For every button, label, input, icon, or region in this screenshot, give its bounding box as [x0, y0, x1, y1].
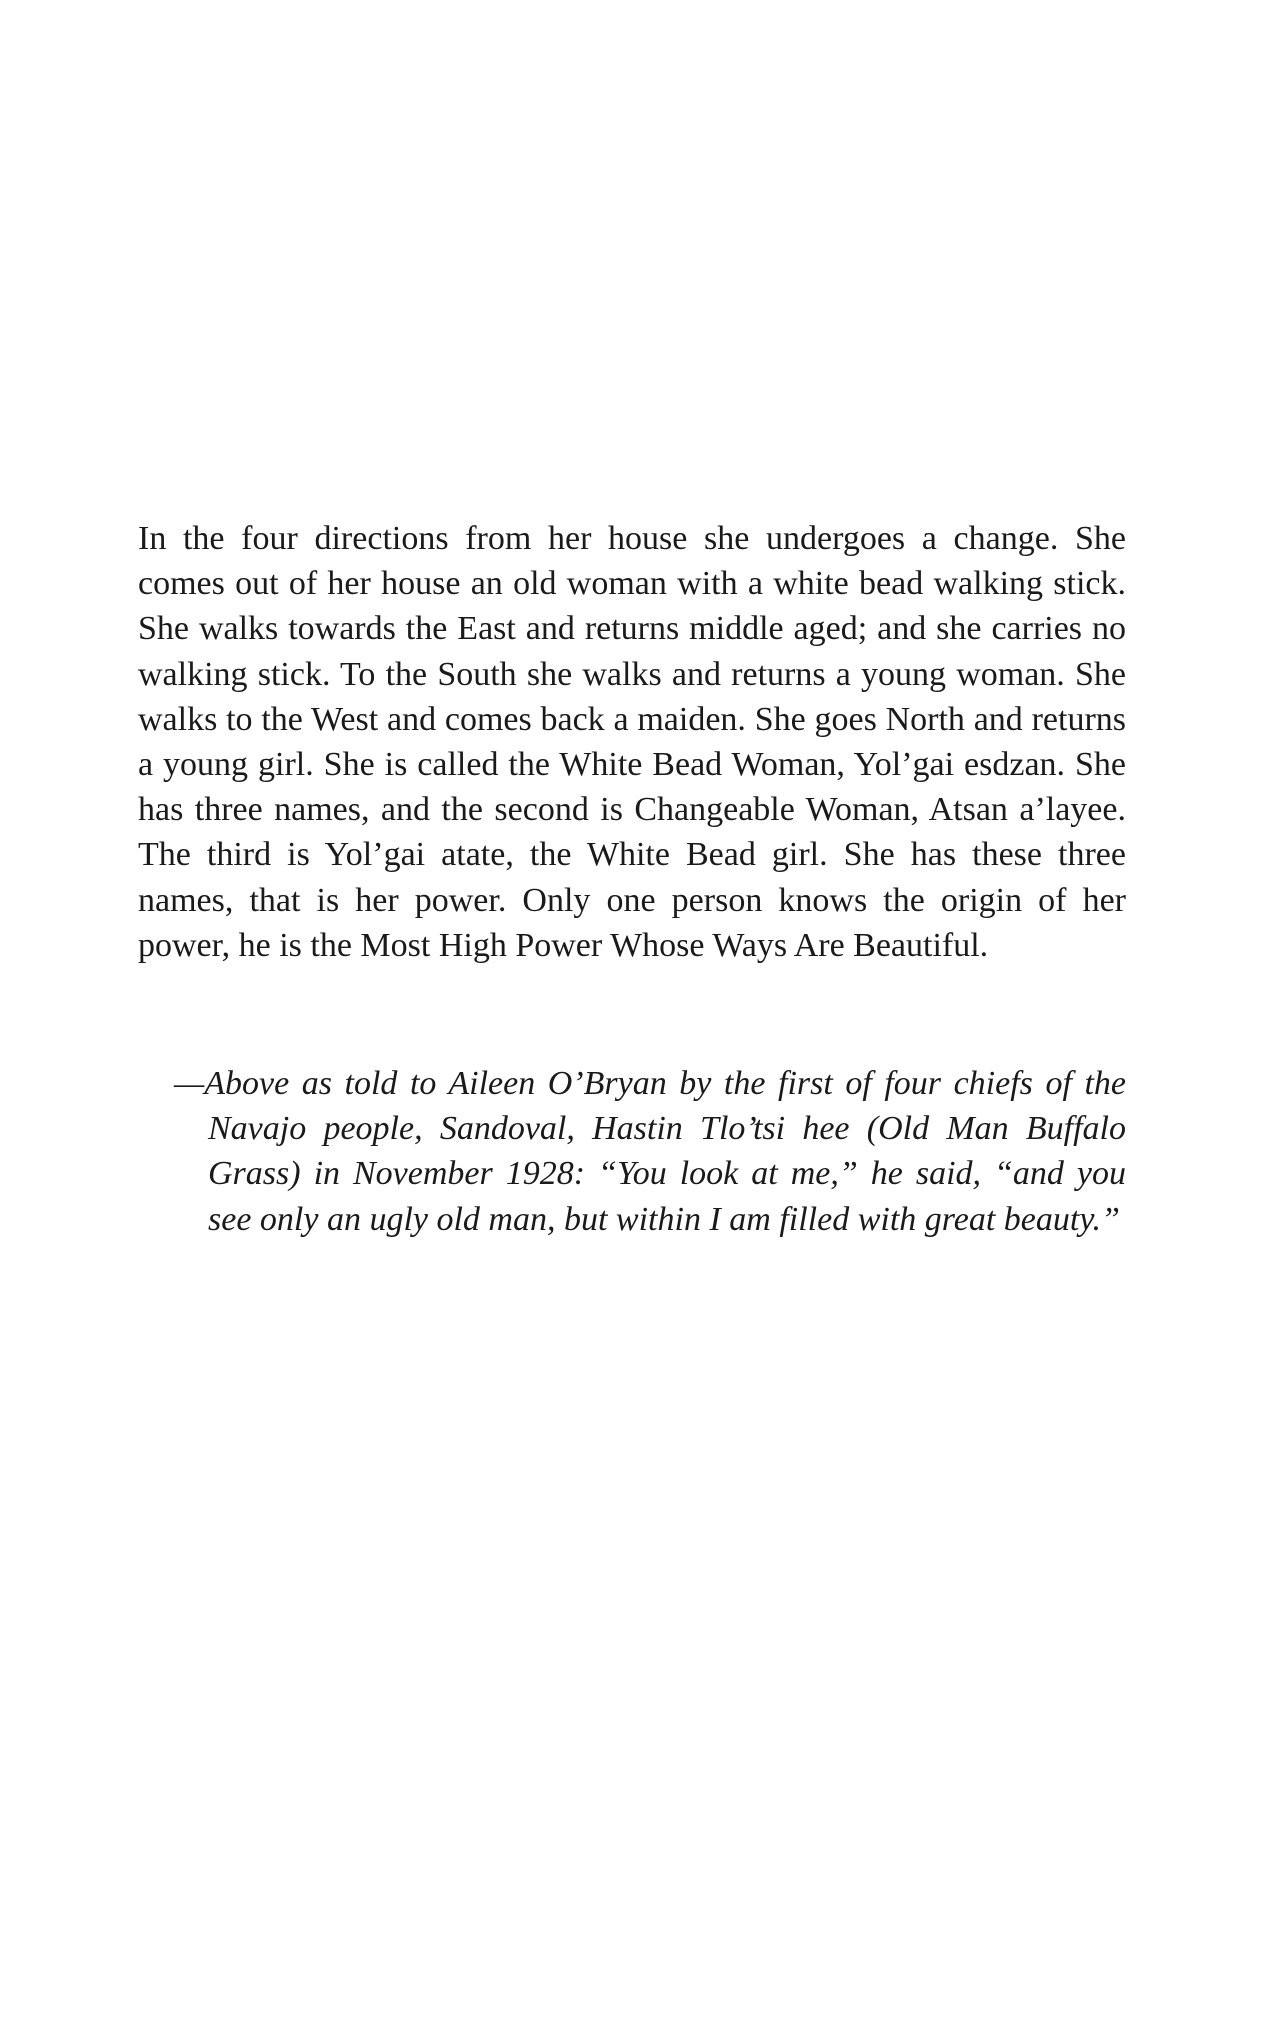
body-paragraph: In the four directions from her house she undergoes a change. She comes out of her house an old woman with a white bead walking stick. She walks towards the East and returns middle aged; and she carries no walking stick. To the South she walks and returns a young woman. She walks to the West and comes back a maiden. She goes North and returns a young girl. She is called the White Bead Woman, Yol’gai esdzan. She has three names, and the second is Changeable Woman, Atsan a’layee. The third is Yol’gai atate, the White Bead girl. She has these three names, that is her power. Only one person knows the origin of her power, he is the Most High Power Whose Ways Are Beautiful.	[138, 520, 1126, 964]
attribution-quote: —Above as told to Aileen O’Bryan by the first of four chiefs of the Navajo people, Sandoval, Hastin Tlo’tsi hee (Old Man Buffalo Grass) in November 1928: “You look at me,” he said, “and you see only an ugly old man, but within I am filled with great beauty.”	[174, 1065, 1126, 1238]
